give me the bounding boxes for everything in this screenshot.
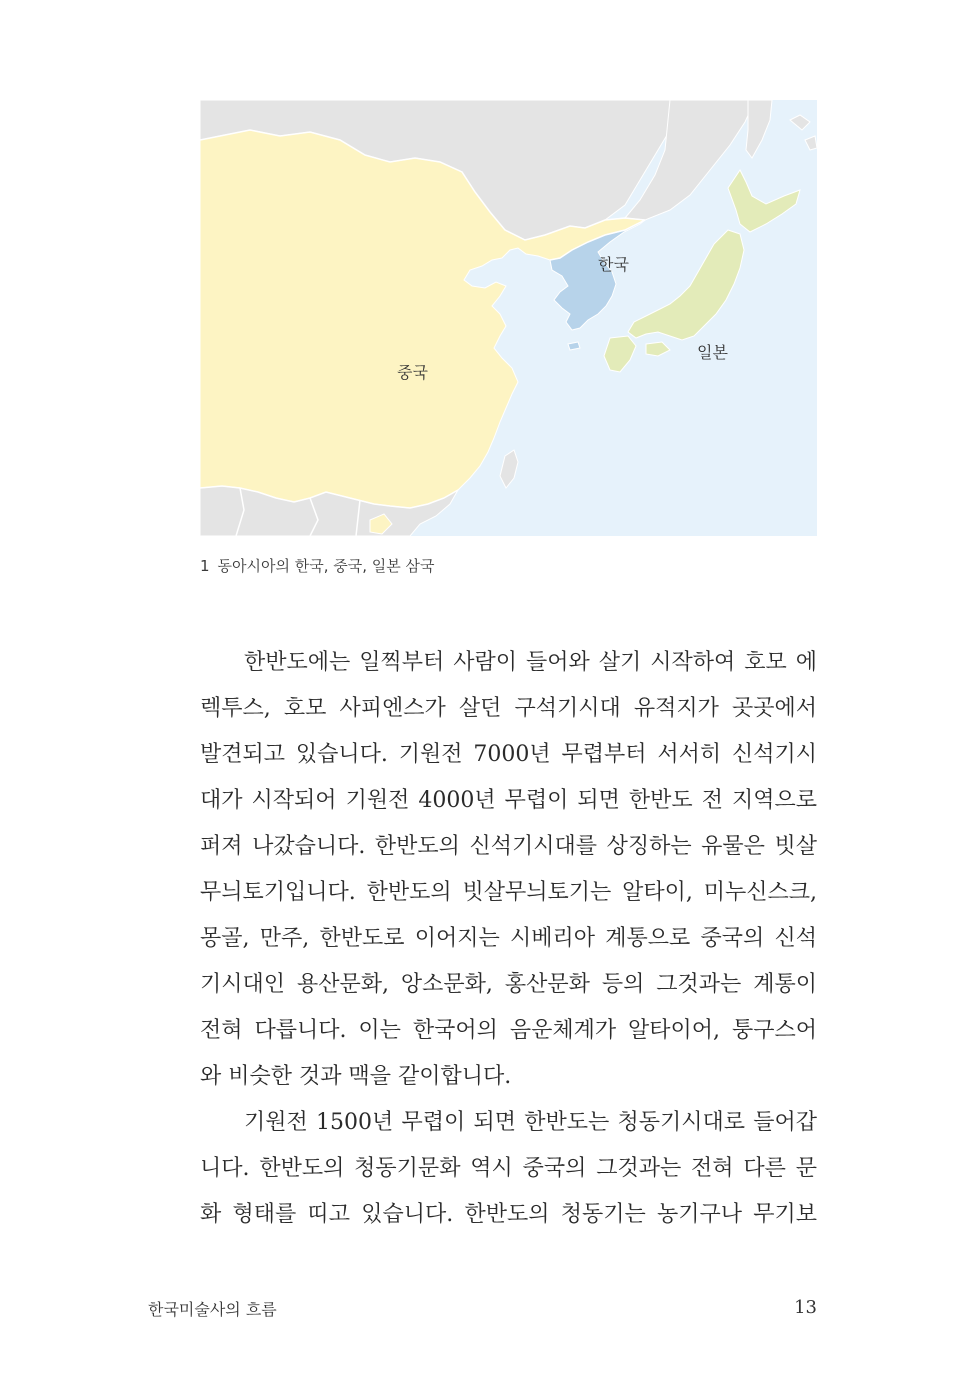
text-line: 니다. 한반도의 청동기문화 역시 중국의 그것과는 전혀 다른 문 bbox=[200, 1156, 817, 1181]
text-line: 기시대인 용산문화, 앙소문화, 홍산문화 등의 그것과는 계통이 bbox=[200, 972, 817, 997]
text-line: 와 비슷한 것과 맥을 같이합니다. bbox=[200, 1064, 512, 1089]
text-line: 대가 시작되어 기원전 4000년 무렵이 되면 한반도 전 지역으로 bbox=[200, 788, 817, 813]
text-line: 화 형태를 띠고 있습니다. 한반도의 청동기는 농기구나 무기보 bbox=[200, 1202, 817, 1227]
text-line: 전혀 다릅니다. 이는 한국어의 음운체계가 알타이어, 퉁구스어 bbox=[200, 1018, 817, 1043]
running-footer-title: 한국미술사의 흐름 bbox=[148, 1300, 277, 1319]
jeju-island bbox=[568, 342, 580, 350]
map-svg bbox=[200, 100, 817, 536]
text-line: 렉투스, 호모 사피엔스가 살던 구석기시대 유적지가 곳곳에서 bbox=[200, 696, 817, 721]
china-label: 중국 bbox=[397, 363, 428, 382]
figure-number: 1 bbox=[200, 557, 210, 575]
japan-label: 일본 bbox=[697, 343, 728, 362]
east-asia-map bbox=[200, 100, 817, 536]
text-line: 몽골, 만주, 한반도로 이어지는 시베리아 계통으로 중국의 신석 bbox=[200, 926, 817, 951]
figure-caption bbox=[200, 555, 435, 576]
text-line: 기원전 1500년 무렵이 되면 한반도는 청동기시대로 들어갑 bbox=[244, 1110, 817, 1135]
body-paragraphs bbox=[200, 645, 817, 1243]
page-number: 13 bbox=[794, 1297, 817, 1318]
text-line: 무늬토기입니다. 한반도의 빗살무늬토기는 알타이, 미누신스크, bbox=[200, 880, 817, 905]
text-line: 한반도에는 일찍부터 사람이 들어와 살기 시작하여 호모 에 bbox=[244, 650, 817, 675]
text-line: 발견되고 있습니다. 기원전 7000년 무렵부터 서서히 신석기시 bbox=[200, 742, 817, 767]
korea-label: 한국 bbox=[598, 255, 629, 274]
figure-caption-text: 동아시아의 한국, 중국, 일본 삼국 bbox=[217, 557, 435, 575]
text-line: 퍼져 나갔습니다. 한반도의 신석기시대를 상징하는 유물은 빗살 bbox=[200, 834, 817, 859]
